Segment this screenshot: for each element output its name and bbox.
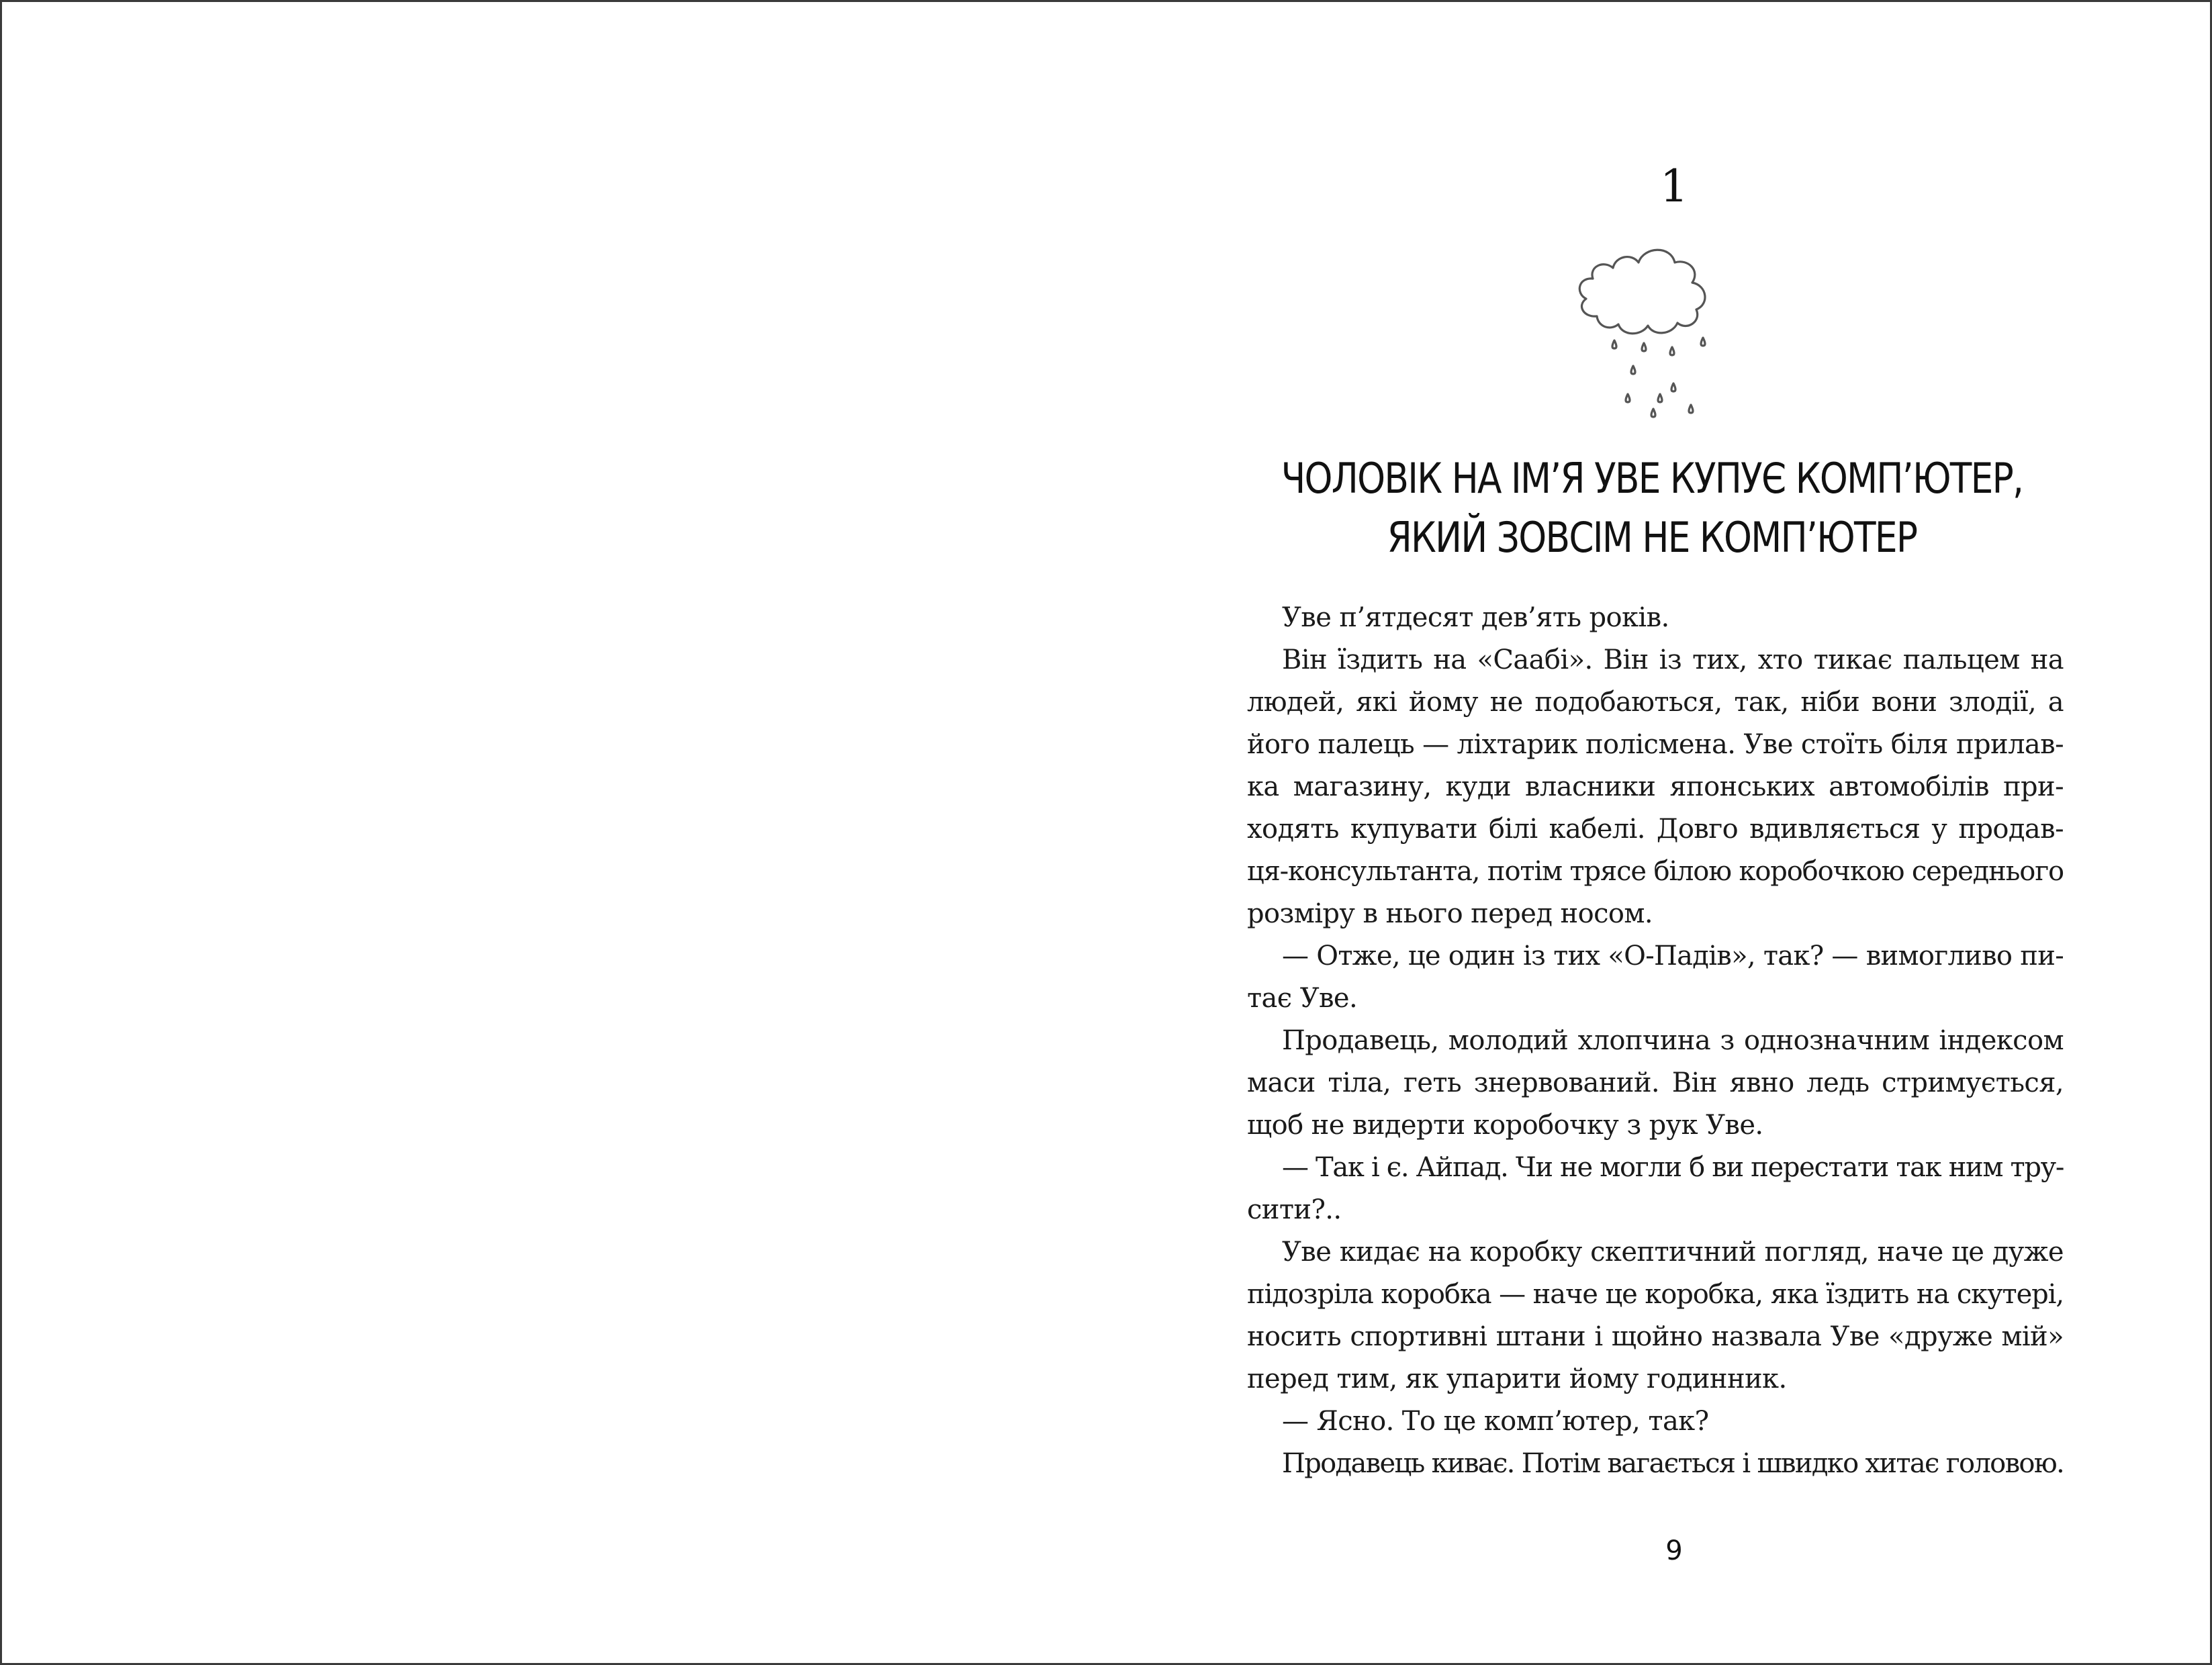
- text-line: Продавець, молодий хлопчина з однозначним індексом: [1282, 1025, 2064, 1056]
- text-line: ця-консультанта, потім трясе білою коробочкою середнього: [1247, 856, 2064, 887]
- text-line: сити?..: [1247, 1194, 1342, 1225]
- text-line: маси тіла, геть знервований. Він явно ледь стримується,: [1247, 1067, 2064, 1098]
- text-line: Він їздить на «Саабі». Він із тих, хто тикає пальцем на: [1282, 645, 2064, 675]
- text-line: носить спортивні штани і щойно назвала Уве «друже мій»: [1247, 1321, 2064, 1352]
- text-line: — Так і є. Айпад. Чи не могли б ви перестати так ним тру-: [1282, 1152, 2064, 1183]
- text-line: щоб не видерти коробочку з рук Уве.: [1247, 1110, 1763, 1141]
- text-line: людей, які йому не подобаються, так, ніби вони злодії, а: [1247, 687, 2064, 718]
- text-line: Продавець киває. Потім вагається і швидко хитає головою.: [1282, 1448, 2064, 1479]
- chapter-title-line: ЯКИЙ ЗОВСІМ НЕ КОМП’ЮТЕР: [1387, 513, 1917, 562]
- text-line: підозріла коробка — наче це коробка, яка їздить на скутері,: [1247, 1279, 2064, 1310]
- left-page-blank: [2, 2, 1108, 1663]
- text-line: — Ясно. То це комп’ютер, так?: [1282, 1406, 1709, 1437]
- right-page: [1108, 2, 2210, 1663]
- text-line: ка магазину, куди власники японських автомобілів при-: [1247, 771, 2064, 802]
- chapter-number: 1: [1660, 160, 1688, 212]
- rain-cloud-icon: [1571, 234, 1719, 436]
- text-line: ходять купувати білі кабелі. Довго вдивляється у продав-: [1247, 814, 2064, 845]
- text-line: Уве кидає на коробку скептичний погляд, наче це дуже: [1282, 1237, 2064, 1268]
- chapter-title-line: ЧОЛОВІК НА ІМ’Я УВЕ КУПУЄ КОМП’ЮТЕР,: [1281, 454, 2023, 503]
- text-line: тає Уве.: [1247, 983, 1358, 1014]
- page-number: 9: [1665, 1535, 1683, 1566]
- text-line: Уве п’ятдесят дев’ять років.: [1282, 602, 1669, 633]
- text-line: розміру в нього перед носом.: [1247, 898, 1653, 929]
- chapter-title: [1271, 449, 2033, 567]
- text-line: перед тим, як упарити йому годинник.: [1247, 1364, 1787, 1394]
- text-line: його палець — ліхтарик полісмена. Уве стоїть біля прилав-: [1247, 729, 2064, 760]
- body-text: [1247, 597, 2064, 1485]
- text-line: — Отже, це один із тих «О-Падів», так? — вимогливо пи-: [1282, 941, 2064, 971]
